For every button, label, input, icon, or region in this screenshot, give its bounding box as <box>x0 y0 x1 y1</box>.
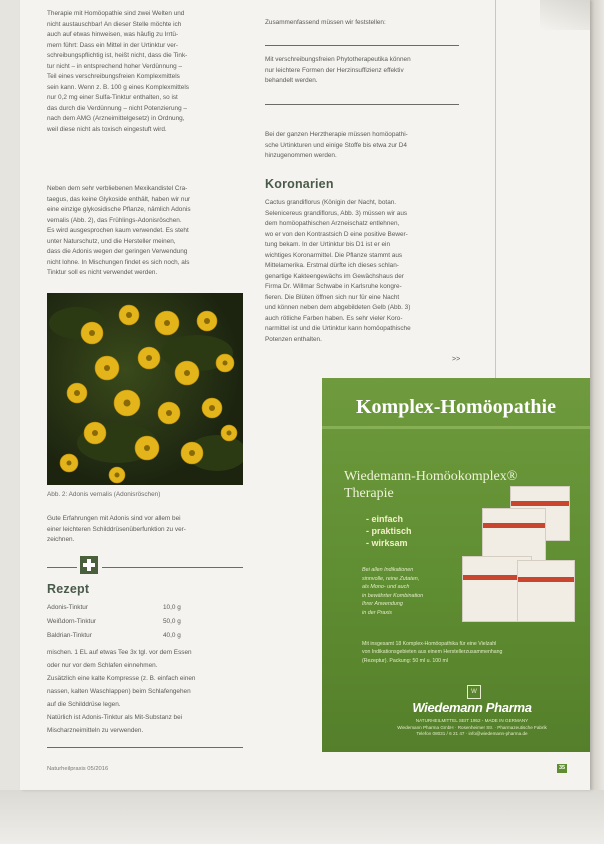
text-line: fieren. Die Blüten öffnen sich nur für eine Nacht <box>265 293 400 301</box>
ad-subtitle-line: Therapie <box>344 486 394 501</box>
ad-bullet: - praktisch <box>366 526 412 536</box>
ad-body-line: in der Praxis <box>362 609 392 616</box>
ad-bullets <box>366 513 412 549</box>
text-line: vernalis (Abb. 2), das Frühlings-Adonisröschen. <box>47 216 182 224</box>
text-line: nicht austauschbar! An dieser Stelle möchte ich <box>47 20 182 28</box>
text-line: nach dem AMG (Arzneimittelgesetz) in Ordnung, <box>47 115 185 122</box>
ad-body-line: als Mono- und auch <box>362 584 410 591</box>
text-line: Bei der ganzen Herztherapie müssen homöopathi- <box>265 131 408 138</box>
text-line: Teil eines verschreibungsfreien Komplexmittels <box>47 73 180 80</box>
rezept-item-amount: 50,0 g <box>163 618 181 625</box>
left-top-paragraph <box>47 9 243 135</box>
product-box-stripe <box>518 577 574 582</box>
product-box-stripe <box>483 523 545 528</box>
ad-body <box>362 566 482 618</box>
text-line: weil diese nicht als toxisch eingestuft wird. <box>47 125 167 133</box>
text-line: eine einzige glykosidische Pflanze, nämlich Adonis <box>47 206 191 213</box>
ad-title: Komplex-Homöopathie <box>356 396 556 418</box>
ad-body-line: in bewährter Kombination <box>362 592 424 599</box>
text-line: nur leichtere Formen der Herzinsuffizienz effektiv <box>265 66 404 74</box>
text-line: Zusätzlich eine kalte Kompresse (z. B. einfach einen <box>47 675 196 682</box>
rezept-item <box>47 618 207 625</box>
continue-mark: >> <box>452 356 461 363</box>
text-line: dem homöopathischen Arzneischatz entlehnen, <box>265 220 400 227</box>
text-line: Neben dem sehr verbliebenen Mexikandistel Cra- <box>47 185 188 192</box>
text-line: sein kann. Wenn z. B. 100 g eines Komplexmittels <box>47 83 189 91</box>
right-box1 <box>265 55 459 87</box>
ad-subtitle-line: Wiedemann-Homöokomplex® <box>344 469 518 484</box>
text-line: Cactus grandiflorus (Königin der Nacht, botan. <box>265 199 397 206</box>
page-corner-shadow <box>540 0 590 30</box>
page-number: 35 <box>558 765 566 771</box>
text-line: genartige Kakteengewächs im Gewächshaus der <box>265 272 404 280</box>
brand-subtext-line: Wiedemann Pharma GmbH · Rosenheimer Str. · Pharmazeutische Fabrik <box>397 724 547 730</box>
rezept-bottom-rule <box>47 747 243 748</box>
text-line: einer leichteren Schilddrüsenüberfunktion zu ver- <box>47 525 186 533</box>
text-line: Therapie mit Homöopathie sind zwei Welten und <box>47 10 185 17</box>
text-line: Gute Erfahrungen mit Adonis sind vor allem bei <box>47 515 181 522</box>
text-line: das durch die Verdünnung – nicht Potenzierung – <box>47 104 187 112</box>
text-line: Mit verschreibungsfreien Phytotherapeutika können <box>265 56 411 63</box>
ad-title-band <box>322 426 590 429</box>
brand-subtext <box>397 718 547 738</box>
koronarien-heading: Koronarien <box>265 177 334 191</box>
rezept-rule-left <box>47 567 77 568</box>
text-line: hinzugenommen werden. <box>265 152 337 159</box>
rezept-rule-right <box>102 567 243 568</box>
ad-footer-line: von Indikationsgebieten aus einem Herstellerzusammenhang <box>362 649 503 656</box>
product-box <box>517 560 575 622</box>
text-line: schreibungspflichtig ist, heißt nicht, dass die Tink- <box>47 52 188 59</box>
text-line: dass die Adonis wegen der geringen Verwendung <box>47 248 188 255</box>
ad-footer-line: (Rezeptur). Packung: 50 ml u. 100 ml <box>362 657 448 664</box>
brand-subtext-line: Telefon 08031 / 6 21 47 · info@wiedemann-pharma.de <box>416 731 528 736</box>
ad-subtitle <box>344 468 517 502</box>
right-box2 <box>265 130 459 162</box>
brand-logo-icon: W <box>467 685 481 699</box>
box1-top-rule <box>265 45 459 46</box>
ad-bullet: - wirksam <box>366 538 408 548</box>
ad-footer-line: Mit insgesamt 18 Komplex-Homöopathika für eine Vielzahl <box>362 641 497 647</box>
magazine-page <box>20 0 590 790</box>
text-line: wo er von den Kontrastsich D eine positive Bewer- <box>265 230 408 238</box>
text-line: nicht lohne. In Mischungen findet es sich noch, als <box>47 258 190 266</box>
ad-bullet: - einfach <box>366 514 404 524</box>
text-line: tung bekam. In der Urtinktur bis D1 ist er ein <box>265 241 391 248</box>
rezept-item-name: Adonis-Tinktur <box>47 604 88 611</box>
rezept-item-name: Baldrian-Tinktur <box>47 632 92 639</box>
rezept-item-amount: 10,0 g <box>163 604 181 611</box>
text-line: auf die Schilddrüse legen. <box>47 701 121 708</box>
page-edge-right <box>590 0 604 790</box>
product-box-stripe <box>511 501 569 506</box>
page-edge-bottom <box>0 790 604 844</box>
text-line: Natürlich ist Adonis-Tinktur als Mit-Substanz bei <box>47 714 183 721</box>
rezept-item <box>47 632 207 639</box>
flower-illustration <box>47 293 243 485</box>
text-line: auch auf etwas hinweisen, was häufig zu Irrtü- <box>47 31 179 38</box>
text-line: Mischarzneimitteln zu verwenden. <box>47 727 144 734</box>
ad-body-line: Ihrer Anwendung <box>362 601 403 608</box>
ad-footer-text <box>362 640 572 665</box>
rezept-heading: Rezept <box>47 582 90 596</box>
text-line: Es wird ausgesprochen kaum verwendet. Es steht <box>47 227 189 234</box>
photo-caption: Abb. 2: Adonis vernalis (Adonisröschen) <box>47 491 161 498</box>
text-line: zeichnen. <box>47 536 75 543</box>
rezept-item-name: Weißdorn-Tinktur <box>47 618 97 625</box>
left-mid-paragraph <box>47 184 243 279</box>
text-line: Firma Dr. Willmar Schwabe in Karlsruhe kongre- <box>265 283 402 290</box>
text-line: behandelt werden. <box>265 77 318 84</box>
text-line: sche Urtinkturen und einige Stoffe bis etwa zur D4 <box>265 141 407 149</box>
box1-bottom-rule <box>265 104 459 105</box>
text-line: wichtiges Koronarmittel. Die Pflanze stammt aus <box>265 251 403 259</box>
koronarien-body <box>265 198 459 345</box>
text-line: mischen. 1 EL auf etwas Tee 3x tgl. vor dem Essen <box>47 649 192 656</box>
text-line: nassen, kalten Waschlappen) beim Schlafengehen <box>47 688 191 695</box>
text-line: oder nur vor dem Schlafen einnehmen. <box>47 662 158 669</box>
text-line: nur 0,2 mg einer Sulfa-Tinktur enthalten, so ist <box>47 94 178 101</box>
adonis-flower-photo <box>47 293 243 485</box>
ad-body-line: sinnvolle, reine Zutaten, <box>362 575 420 582</box>
text-line: Selenicereus grandiflorus, Abb. 3) müssen wir aus <box>265 209 408 217</box>
rezept-instructions <box>47 646 247 737</box>
rezept-item-amount: 40,0 g <box>163 632 181 639</box>
footer-issue: Naturheilpraxis 05/2016 <box>47 766 109 772</box>
text-line: mern führt: Dass ein Mittel in der Urtinktur ver- <box>47 41 179 49</box>
left-after-caption <box>47 514 243 546</box>
text-line: Mittelamerika. Erstmal dürfte ich dieses schlan- <box>265 262 399 269</box>
column-fold-line <box>495 0 496 380</box>
text-line: narmittel ist und die Urtinktur kann homöopathische <box>265 325 411 332</box>
right-top-line: Zusammenfassend müssen wir feststellen: <box>265 19 386 26</box>
advertisement[interactable] <box>322 378 590 752</box>
text-line: taegus, das keine Glykoside enthält, haben wir nur <box>47 195 191 203</box>
text-line: unter Naturschutz, und die Hersteller meinen, <box>47 237 176 245</box>
text-line: tur nicht – in entsprechend hoher Verdünnung – <box>47 62 183 70</box>
text-line: Potenzen enthalten. <box>265 335 322 343</box>
ad-body-line: Bei allen Indikationen <box>362 567 414 573</box>
brand-name: Wiedemann Pharma <box>412 700 532 715</box>
cross-icon <box>80 556 98 574</box>
text-line: und können neben dem abgebildeten Gelb (Abb. 3) <box>265 304 411 311</box>
text-line: Tinktur soll es nicht verwendet werden. <box>47 269 158 276</box>
brand-subtext-line: NATURHEILMITTEL SEIT 1952 - MADE IN GERMANY <box>415 718 529 723</box>
rezept-item <box>47 604 207 611</box>
text-line: auch rötliche Farben haben. Es sehr vieler Koro- <box>265 314 403 322</box>
